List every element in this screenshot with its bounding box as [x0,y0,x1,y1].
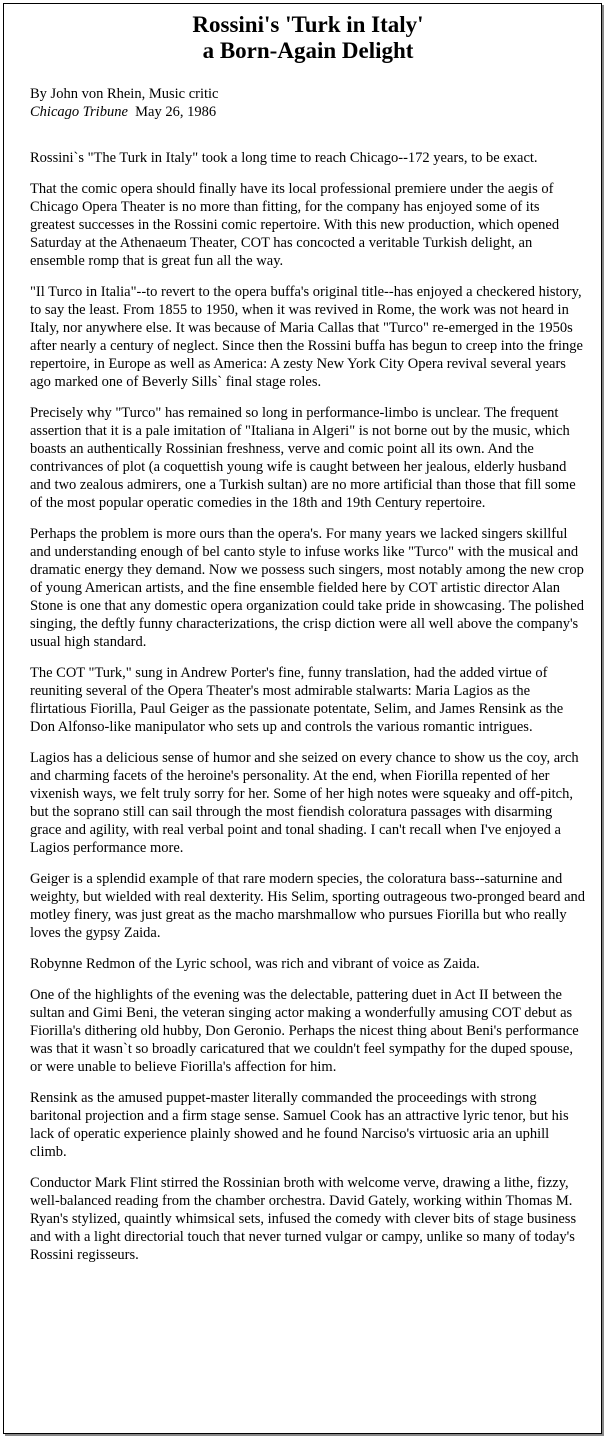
paragraph: Robynne Redmon of the Lyric school, was rich and vibrant of voice as Zaida. [30,956,480,972]
paragraph: One of the highlights of the evening was the delectable, pattering duet in Act II between the sultan and Gimi Beni, the veteran singing actor making a wonderfully amusing COT debut as Fiorilla's dithering old hubby, Don Geronio. Perhaps the nicest thing about Beni's performance was that it wasn`t so broadly caricatured that we couldn't feel sympathy for the duped spouse, or were unable to believe Fiorilla's affection for him. [30,987,579,1075]
publication-date: May 26, 1986 [135,104,217,120]
article-body [30,149,586,1264]
title-line-1: Rossini's 'Turk in Italy' [192,12,424,37]
paragraph: That the comic opera should finally have its local professional premiere under the aegis of Chicago Opera Theater is no more than fitting, for the company has enjoyed some of its greatest successes in the Rossini comic repertoire. With this new production, which opened Saturday at the Athenaeum Theater, COT has concocted a veritable Turkish delight, an ensemble romp that is great fun all the way. [30,181,560,269]
article-title [30,12,586,64]
byline-block [30,85,586,121]
paragraph: "Il Turco in Italia"--to revert to the opera buffa's original title--has enjoyed a checkered history, to say the least. From 1855 to 1950, when it was revived in Rome, the work was not heard in Italy, nor anywhere else. It was because of Maria Callas that "Turco" re-emerged in the 1950s after nearly a century of neglect. Since then the Rossini buffa has begun to creep into the fringe repertoire, in Europe as well as America: A zesty New York City Opera revival several years ago marked one of Beverly Sills` final stage roles. [30,284,583,390]
paragraph: Geiger is a splendid example of that rare modern species, the coloratura bass--saturnine and weighty, but wielded with real dexterity. His Selim, sporting outrageous two-pronged beard and motley finery, was just great as the macho marshmallow who pursues Fiorilla but who really loves the gypsy Zaida. [30,871,586,941]
paragraph: Perhaps the problem is more ours than the opera's. For many years we lacked singers skillful and understanding enough of bel canto style to infuse works like "Turco" with the musical and dramatic energy they demand. Now we possess such singers, most notably among the new crop of young American artists, and the fine ensemble fielded here by COT artistic director Alan Stone is one that any domestic opera organization could take pride in showcasing. The polished singing, the deftly funny characterizations, the crisp diction were all well above the company's usual high standard. [30,526,584,650]
author-byline: By John von Rhein, Music critic [30,86,219,102]
publication-name: Chicago Tribune [30,104,128,120]
article-frame [3,3,602,1434]
paragraph: Lagios has a delicious sense of humor and she seized on every chance to show us the coy, arch and charming facets of the heroine's personality. At the end, when Fiorilla repented of her vixenish ways, we felt truly sorry for her. Some of her high notes were squeaky and off-pitch, but the soprano still can sail through the most fiendish coloratura passages with disarming grace and agility, with real verbal point and tonal shading. I can't recall when I've enjoyed a Lagios performance more. [30,750,579,856]
paragraph: Rossini`s "The Turk in Italy" took a long time to reach Chicago--172 years, to be exact. [30,150,538,166]
paragraph: Conductor Mark Flint stirred the Rossinian broth with welcome verve, drawing a lithe, fizzy, well-balanced reading from the chamber orchestra. David Gately, working within Thomas M. Ryan's stylized, quaintly whimsical sets, infused the comedy with clever bits of stage business and with a light directorial touch that never turned vulgar or campy, unlike so many of today's Rossini regisseurs. [30,1175,577,1263]
paragraph: The COT "Turk," sung in Andrew Porter's fine, funny translation, had the added virtue of reuniting several of the Opera Theater's most admirable stalwarts: Maria Lagios as the flirtatious Fiorilla, Paul Geiger as the passionate potentate, Selim, and James Rensink as the Don Alfonso-like manipulator who sets up and controls the various romantic intrigues. [30,665,564,735]
article-content [30,12,586,1277]
paragraph: Rensink as the amused puppet-master literally commanded the proceedings with strong baritonal projection and a firm stage sense. Samuel Cook has an attractive lyric tenor, but his lack of operatic experience plainly showed and he found Narciso's virtuosic aria an uphill climb. [30,1090,569,1160]
publication-line [30,103,586,121]
title-line-2: a Born-Again Delight [202,38,414,63]
paragraph: Precisely why "Turco" has remained so long in performance-limbo is unclear. The frequent assertion that it is a pale imitation of "Italiana in Algeri" is not borne out by the music, which boasts an authentically Rossinian freshness, verve and comic point all its own. And the contrivances of plot (a coquettish young wife is caught between her jealous, elderly husband and two zealous admirers, one a Turkish sultan) are no more artificial than those that fill some of the most popular operatic comedies in the 18th and 19th Century repertoire. [30,405,576,511]
